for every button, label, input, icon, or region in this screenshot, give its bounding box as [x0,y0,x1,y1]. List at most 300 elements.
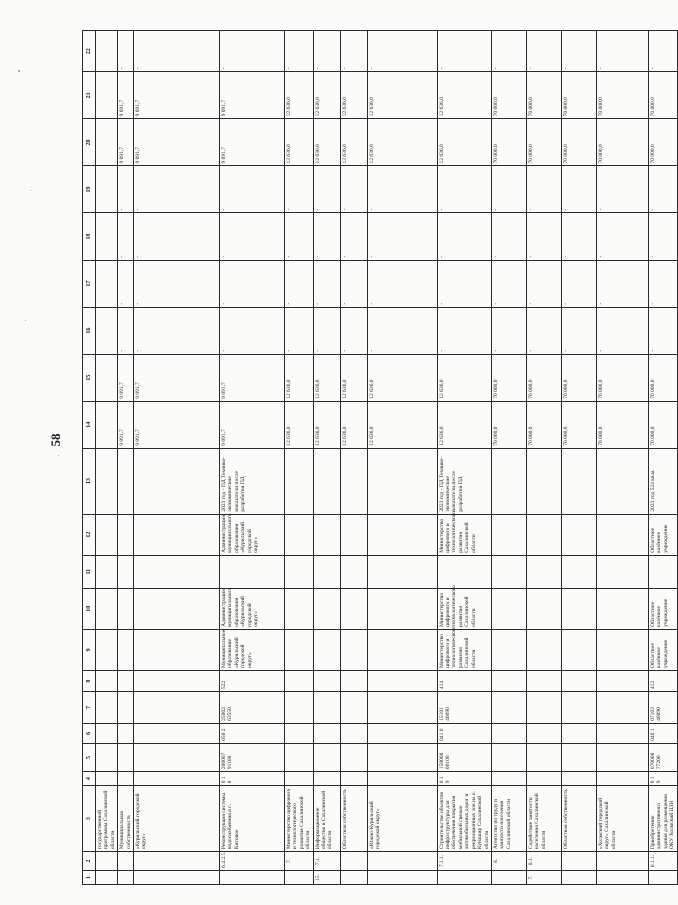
table-cell: 12 636,0 [367,72,437,119]
table-cell [526,514,561,555]
table-cell [561,670,596,691]
table-cell: 70 000,0 [491,72,526,119]
table-cell [596,629,648,670]
table-cell: «Холмский городской округ» Сахалинской области [596,786,648,852]
column-number: 19 [83,166,96,213]
table-row [596,31,648,885]
table-cell: - [340,166,367,213]
table-cell: государственной программы Сахалинской области [96,786,118,852]
table-cell [367,670,437,691]
table-cell: 070008 77200 [648,743,677,771]
table-cell: 7. [526,870,561,884]
table-cell: 2023 год - ПД Технико-экономические показатели после разработки ПД [220,448,285,514]
table-cell: «Южно-Курильский городской округ» [367,786,437,852]
table-cell: 9 091,7 [220,72,285,119]
table-cell: Содействие занятости населения Сахалинской области [526,786,561,852]
table-cell: 6.4.2.1. [220,852,285,871]
table-cell [96,72,118,119]
table-cell: - [526,307,561,354]
table-cell [491,772,526,786]
column-number: 13 [83,448,96,514]
table-cell [118,555,134,588]
table-cell: 12 636,0 [437,354,491,401]
table-cell: 12 636,0 [313,119,340,166]
table-cell [134,723,220,743]
table-cell: Министерство цифрового и технологического развития Сахалинской области [285,786,314,852]
table-cell [367,852,437,871]
table-cell: - [220,213,285,260]
table-cell: - [437,31,491,72]
table-cell [118,692,134,724]
table-cell [118,629,134,670]
table-cell: 25002 63550 [220,692,285,724]
table-cell [340,723,367,743]
table-cell [596,723,648,743]
table-cell: 8.1. [526,852,561,871]
table-cell [561,743,596,771]
table-cell [561,852,596,871]
table-cell: 70 000,0 [596,72,648,119]
table-cell: 9 091,7 [220,401,285,448]
table-cell [340,852,367,871]
table-cell: - [491,307,526,354]
column-number: 3 [83,786,96,852]
table-cell: 70 000,0 [491,401,526,448]
table-cell: - [313,307,340,354]
table-cell [220,870,285,884]
table-cell: - [285,260,314,307]
table-cell: Агентство по труду и занятости населения Сахалинской области [491,786,526,852]
table-row [561,31,596,885]
table-cell: Министерство цифрового и технологического развития Сахалинской области [437,514,491,555]
table-cell: - [340,31,367,72]
table-cell [285,723,314,743]
table-cell: 9 091,7 [134,119,220,166]
table-cell [367,692,437,724]
table-cell: 70 000,0 [596,119,648,166]
table-cell: 0 1 9 [437,772,491,786]
table-cell [367,588,437,629]
table-cell: 041 0 [437,723,491,743]
table-cell [313,629,340,670]
table-cell: - [313,260,340,307]
table-cell [285,629,314,670]
table-cell [596,772,648,786]
table-cell: - [561,213,596,260]
table-cell [491,670,526,691]
table-cell: - [437,213,491,260]
table-cell [313,670,340,691]
table-cell [285,588,314,629]
table-cell: - [526,31,561,72]
table-cell: - [648,166,677,213]
table-cell: 9 091,7 [134,72,220,119]
column-number: 1 [83,870,96,884]
table-cell: Реконструкция системы водоснабжения в с. Китовое [220,786,285,852]
table-cell [285,514,314,555]
table-cell: - [491,260,526,307]
column-number: 17 [83,260,96,307]
table-cell: «Курильский городской округ» [134,786,220,852]
table-cell [96,260,118,307]
column-number: 21 [83,72,96,119]
table-cell: - [220,260,285,307]
table-cell [340,870,367,884]
table-cell: - [648,31,677,72]
table-cell [561,588,596,629]
table-cell [285,772,314,786]
table-cell [561,629,596,670]
table-cell: Муниципальное образование «Курильский городской округ» [220,629,285,670]
table-cell: Областное казённое учреждение [648,588,677,629]
table-cell: 70 000,0 [561,401,596,448]
table-cell: Администрация муниципального образования «Курильский городской округ» [220,588,285,629]
table-cell: 70 000,0 [526,72,561,119]
table-cell [96,401,118,448]
table-cell [367,723,437,743]
table-cell: - [134,260,220,307]
table-cell [596,514,648,555]
table-cell [96,119,118,166]
column-number: 14 [83,401,96,448]
table-cell: Администрация муниципального образования «Курильский городской округ» [220,514,285,555]
table-cell: - [367,31,437,72]
table-cell: - [491,213,526,260]
table-cell: 70 000,0 [596,401,648,448]
table-cell [561,870,596,884]
table-cell [134,670,220,691]
table-cell [96,448,118,514]
table-cell: - [118,213,134,260]
table-cell: 12 636,0 [313,401,340,448]
table-cell [118,743,134,771]
table-cell [285,555,314,588]
table-cell [134,870,220,884]
table-stage [82,30,676,885]
table-cell [96,692,118,724]
table-cell [526,743,561,771]
table-cell [648,555,677,588]
table-cell: 12 636,0 [340,119,367,166]
table-cell: 12 636,0 [367,354,437,401]
table-cell [118,670,134,691]
table-cell [96,870,118,884]
table-rotated-wrapper [82,30,676,885]
table-cell [491,588,526,629]
table-cell: 70 000,0 [491,354,526,401]
table-cell [340,772,367,786]
table-cell: - [285,166,314,213]
table-cell: - [118,166,134,213]
table-cell: 12 636,0 [437,72,491,119]
table-cell: - [313,31,340,72]
table-cell: - [285,213,314,260]
table-cell [491,629,526,670]
budget-table [82,30,678,885]
table-cell [526,723,561,743]
column-number: 7 [83,692,96,724]
table-cell [491,870,526,884]
table-row [526,31,561,885]
table-cell: - [313,213,340,260]
table-cell: 8.1.1. [648,852,677,871]
table-cell [96,213,118,260]
table-cell [96,31,118,72]
table-cell [285,670,314,691]
table-cell [96,629,118,670]
table-row [491,31,526,885]
table-cell: 0 1 9 [648,772,677,786]
table-cell [134,629,220,670]
table-cell: - [340,260,367,307]
table-cell [367,514,437,555]
table-cell: - [561,260,596,307]
table-row [367,31,437,885]
table-cell: Приобретение административного здания для размещения ОКУ Холмский ЦЗН [648,786,677,852]
table-cell [340,514,367,555]
table-cell: 12 636,0 [340,401,367,448]
table-cell: - [596,307,648,354]
table-cell [367,870,437,884]
table-cell [313,588,340,629]
table-cell [648,870,677,884]
table-cell: - [526,260,561,307]
table-cell [367,555,437,588]
table-cell: Областное казённое учреждение [648,514,677,555]
table-cell [526,772,561,786]
table-row [285,31,314,885]
table-cell: - [134,213,220,260]
table-cell [596,588,648,629]
table-cell [340,743,367,771]
table-cell: - [648,260,677,307]
table-cell [367,629,437,670]
table-cell: - [596,166,648,213]
table-cell [118,448,134,514]
table-cell: 12 636,0 [437,401,491,448]
table-row [118,31,134,885]
table-cell: 70 000,0 [648,354,677,401]
table-cell: 70 000,0 [491,119,526,166]
table-cell [491,555,526,588]
table-cell [437,870,491,884]
table-cell [96,723,118,743]
table-cell: - [491,166,526,213]
table-cell [134,448,220,514]
column-number: 9 [83,629,96,670]
table-cell: 70 000,0 [526,401,561,448]
table-cell: 07103 40090 [648,692,677,724]
table-cell: - [526,213,561,260]
table-cell: 70 000,0 [526,119,561,166]
table-cell: - [313,166,340,213]
table-cell: 12 636,0 [340,354,367,401]
table-cell: - [340,213,367,260]
table-cell [134,852,220,871]
table-cell: 70 000,0 [561,72,596,119]
table-cell [96,514,118,555]
table-cell: 150008 00100 [437,743,491,771]
table-cell: 15. [313,870,340,884]
table-cell [118,772,134,786]
table-cell [96,354,118,401]
column-number: 4 [83,772,96,786]
table-cell [491,692,526,724]
table-cell [313,448,340,514]
table-cell: - [648,307,677,354]
column-number: 15 [83,354,96,401]
table-cell: - [437,307,491,354]
table-cell [561,772,596,786]
table-cell: - [134,31,220,72]
table-cell: 9 091,7 [118,119,134,166]
table-cell [596,555,648,588]
table-cell: 12 636,0 [285,401,314,448]
table-cell: 70 000,0 [526,354,561,401]
table-cell [285,692,314,724]
table-cell [118,870,134,884]
table-cell [526,555,561,588]
table-cell: - [118,260,134,307]
table-cell: 040 1 [648,723,677,743]
table-cell: 12 636,0 [313,72,340,119]
table-cell: 050 2 [220,723,285,743]
column-number-row [83,31,96,885]
table-row [648,31,677,885]
table-row [340,31,367,885]
table-cell: 414 [437,670,491,691]
column-number: 18 [83,213,96,260]
table-cell: 70 000,0 [596,354,648,401]
table-cell [491,514,526,555]
table-cell: 412 [648,670,677,691]
column-number: 12 [83,514,96,555]
table-cell: Министерство цифрового и технологического развития Сахалинской области [437,629,491,670]
table-cell: - [437,166,491,213]
table-cell [313,555,340,588]
table-cell: - [134,166,220,213]
table-cell: - [220,31,285,72]
table-cell: 9 091,7 [118,354,134,401]
table-cell [491,448,526,514]
table-cell: 70 000,0 [561,354,596,401]
table-cell: Информационное общество в Сахалинской области [313,786,340,852]
table-row [437,31,491,885]
table-cell: Строительство объектов инфраструктуры для обеспечения покрытия мобильной связью автомобильных дорог и рекреационных зон на о. Кунашир Сахалинской области [437,786,491,852]
column-number: 20 [83,119,96,166]
table-cell [96,555,118,588]
table-cell: 9 091,7 [220,354,285,401]
column-number: 5 [83,743,96,771]
table-cell: Министерство цифрового и технологического развития Сахалинской области [437,588,491,629]
table-cell [526,629,561,670]
table-cell: 9 091,7 [134,354,220,401]
table-cell [596,743,648,771]
table-cell [561,692,596,724]
table-cell [313,723,340,743]
table-cell [134,588,220,629]
table-cell: - [648,213,677,260]
table-cell [134,692,220,724]
table-cell: - [491,31,526,72]
table-cell: - [526,166,561,213]
table-cell: 12 636,0 [367,119,437,166]
table-cell: - [561,166,596,213]
table-cell [96,772,118,786]
table-cell [340,692,367,724]
table-cell [526,670,561,691]
column-number: 16 [83,307,96,354]
table-cell [596,670,648,691]
table-cell [313,743,340,771]
table-cell [118,723,134,743]
column-number: 2 [83,852,96,871]
table-row [96,31,118,885]
table-cell: - [220,307,285,354]
table-cell [561,723,596,743]
table-cell: - [285,307,314,354]
table-cell: - [367,166,437,213]
table-cell: - [437,260,491,307]
table-cell [367,448,437,514]
table-cell: 7. [285,852,314,871]
table-cell: 2023 год - ПД Технико-экономические показатели после разработки ПД [437,448,491,514]
table-cell [313,772,340,786]
table-cell [118,588,134,629]
table-cell: Областное казённое учреждение [648,629,677,670]
table-cell [596,852,648,871]
table-cell [285,870,314,884]
table-cell [367,772,437,786]
table-cell: 12 636,0 [285,119,314,166]
table-row [220,31,285,885]
table-cell: 70 000,0 [648,401,677,448]
table-cell [561,448,596,514]
table-cell [367,743,437,771]
table-cell: 15101 40090 [437,692,491,724]
table-cell [526,588,561,629]
table-cell [340,629,367,670]
table-cell: - [561,307,596,354]
table-cell [134,514,220,555]
column-number: 11 [83,555,96,588]
table-cell: 70 000,0 [648,72,677,119]
table-cell [96,588,118,629]
table-cell: 2023 год 524 кв.м. [648,448,677,514]
table-cell [340,555,367,588]
table-cell [134,772,220,786]
table-cell [118,514,134,555]
table-cell [491,743,526,771]
table-cell [118,852,134,871]
table-cell [526,692,561,724]
table-cell: - [367,213,437,260]
table-cell: 8. [491,852,526,871]
table-cell [134,555,220,588]
table-cell: 12 636,0 [367,401,437,448]
table-cell: - [340,307,367,354]
table-cell [491,723,526,743]
table-cell: - [118,31,134,72]
table-cell: Областная собственность [561,786,596,852]
table-row [134,31,220,885]
table-cell [96,852,118,871]
table-cell: - [118,307,134,354]
table-cell: 200007 91100 [220,743,285,771]
table-cell: - [285,31,314,72]
table-cell [285,743,314,771]
table-cell: 7.1.1. [437,852,491,871]
